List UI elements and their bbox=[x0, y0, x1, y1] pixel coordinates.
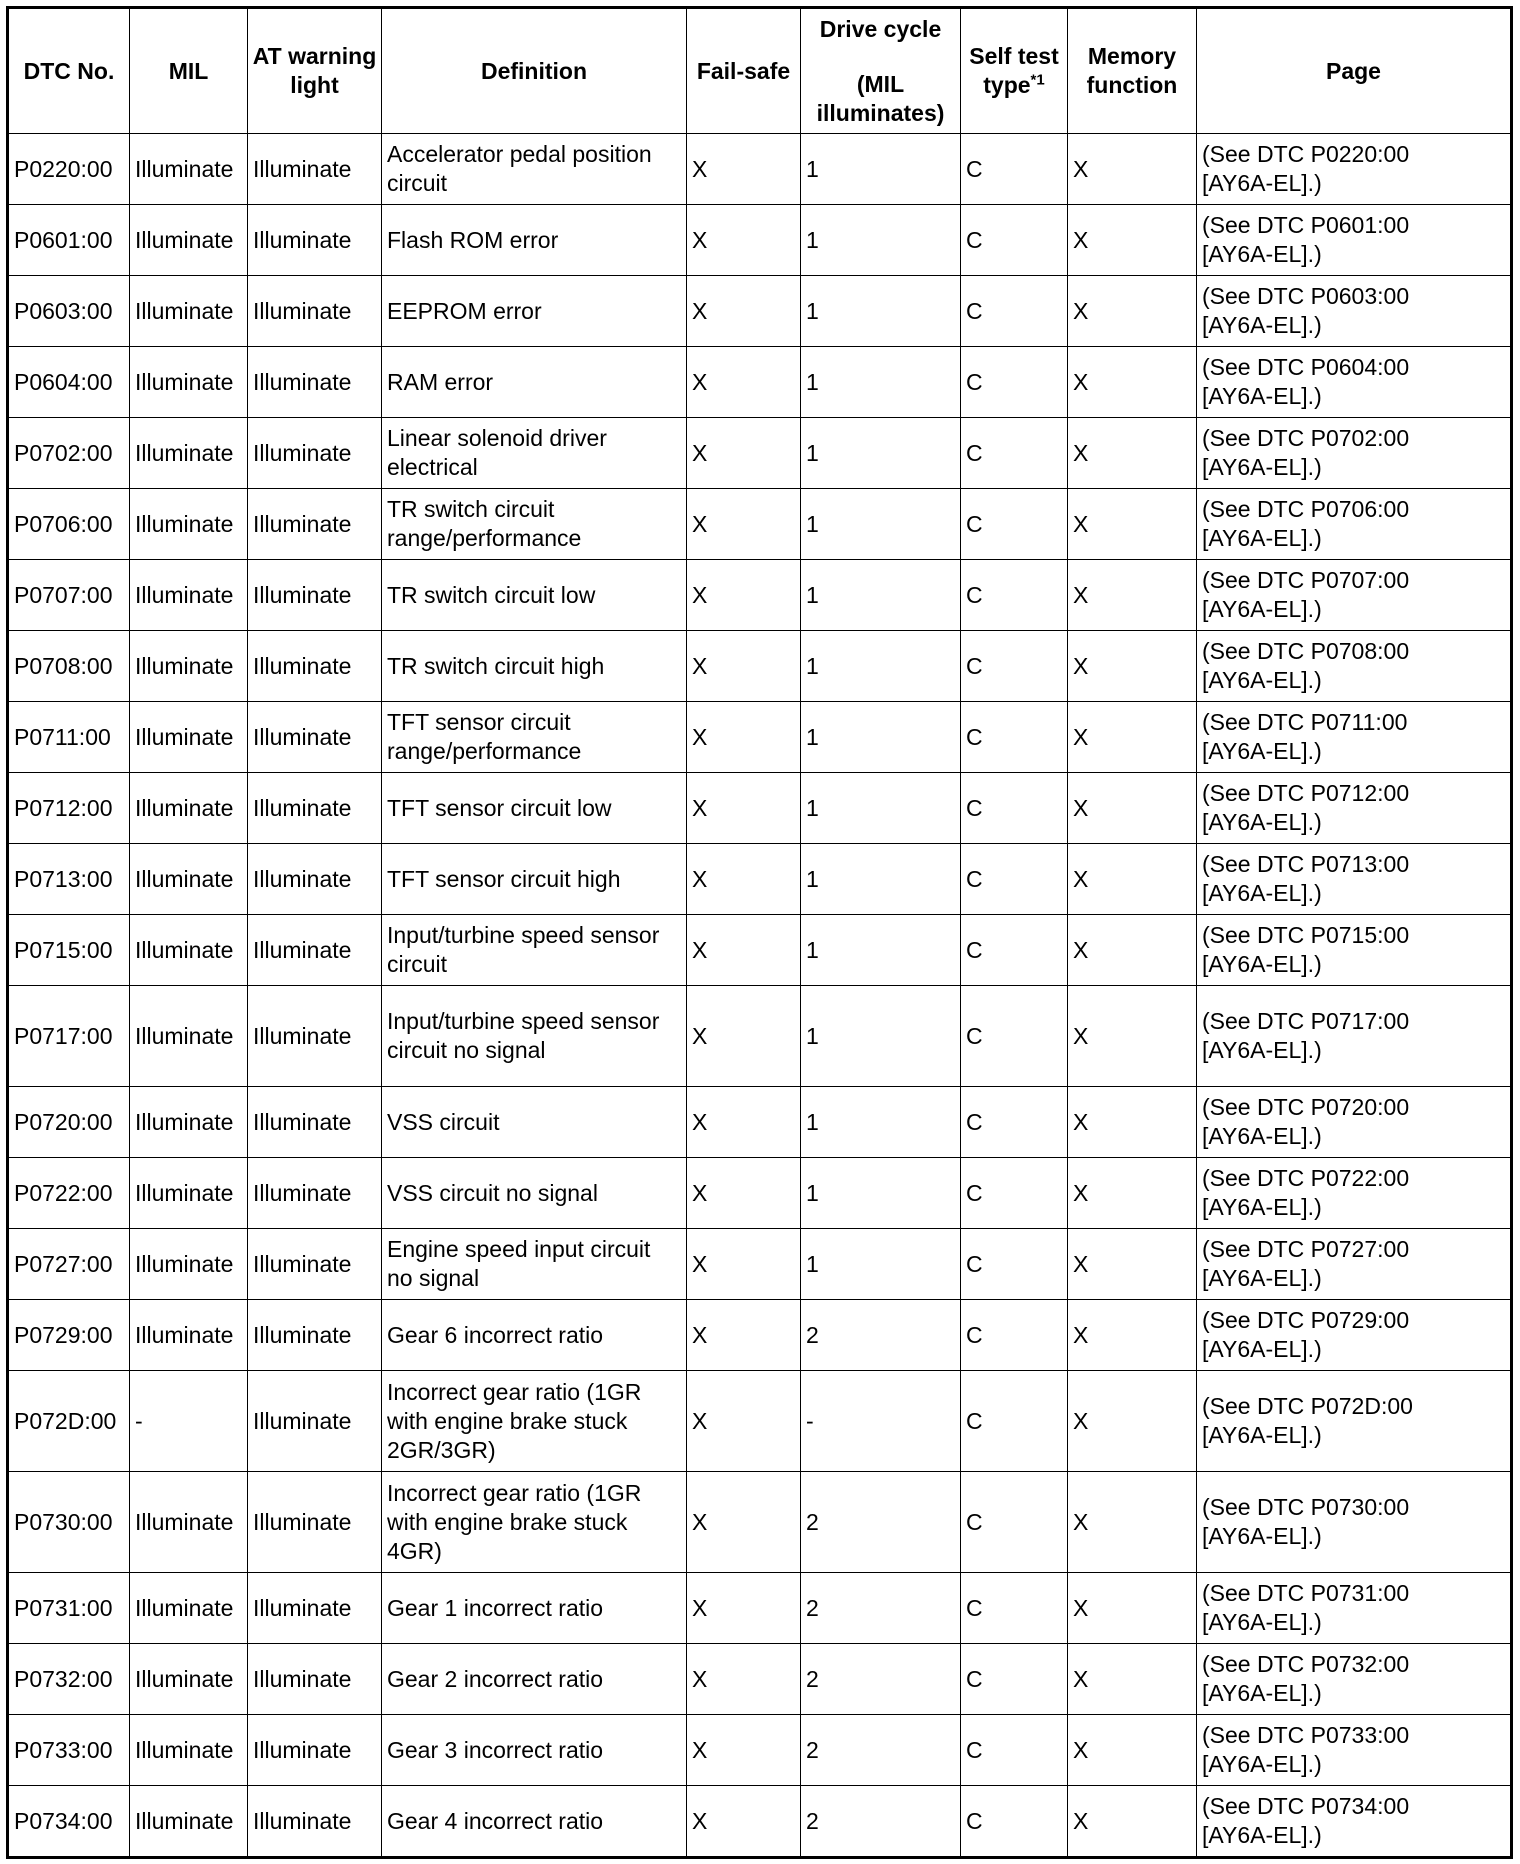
cell-dtc-no: P0711:00 bbox=[8, 702, 130, 773]
page-reference-line2: [AY6A-EL].) bbox=[1202, 1336, 1322, 1362]
cell-at-warning-light: Illuminate bbox=[248, 1715, 382, 1786]
cell-drive-cycle: 2 bbox=[801, 1644, 961, 1715]
cell-dtc-no: P0712:00 bbox=[8, 773, 130, 844]
dtc-table bbox=[6, 6, 1513, 1859]
cell-drive-cycle: 1 bbox=[801, 560, 961, 631]
cell-memory-function: X bbox=[1068, 1715, 1197, 1786]
cell-definition: Gear 3 incorrect ratio bbox=[382, 1715, 687, 1786]
cell-fail-safe: X bbox=[687, 631, 801, 702]
cell-memory-function: X bbox=[1068, 1786, 1197, 1858]
table-row bbox=[8, 1371, 1512, 1472]
cell-memory-function: X bbox=[1068, 1300, 1197, 1371]
cell-fail-safe: X bbox=[687, 205, 801, 276]
cell-dtc-no: P0220:00 bbox=[8, 134, 130, 205]
cell-dtc-no: P0730:00 bbox=[8, 1472, 130, 1573]
cell-dtc-no: P0729:00 bbox=[8, 1300, 130, 1371]
header-self-test-label: Self test type bbox=[969, 43, 1059, 98]
cell-page-reference bbox=[1197, 915, 1512, 986]
cell-fail-safe: X bbox=[687, 1300, 801, 1371]
cell-at-warning-light: Illuminate bbox=[248, 986, 382, 1087]
page-reference-line1: (See DTC P0732:00 bbox=[1202, 1651, 1410, 1677]
cell-at-warning-light: Illuminate bbox=[248, 1472, 382, 1573]
cell-page-reference bbox=[1197, 1300, 1512, 1371]
cell-self-test-type: C bbox=[961, 986, 1068, 1087]
cell-mil: - bbox=[130, 1371, 248, 1472]
table-row bbox=[8, 1786, 1512, 1858]
page-reference-line2: [AY6A-EL].) bbox=[1202, 1123, 1322, 1149]
cell-memory-function: X bbox=[1068, 1644, 1197, 1715]
cell-drive-cycle: 1 bbox=[801, 1229, 961, 1300]
cell-memory-function: X bbox=[1068, 844, 1197, 915]
header-self-test-footnote: *1 bbox=[1030, 71, 1045, 89]
cell-self-test-type: C bbox=[961, 1087, 1068, 1158]
cell-memory-function: X bbox=[1068, 1472, 1197, 1573]
cell-mil: Illuminate bbox=[130, 418, 248, 489]
cell-fail-safe: X bbox=[687, 347, 801, 418]
cell-drive-cycle: 2 bbox=[801, 1472, 961, 1573]
cell-memory-function: X bbox=[1068, 134, 1197, 205]
cell-drive-cycle: 2 bbox=[801, 1715, 961, 1786]
page-reference-line1: (See DTC P0708:00 bbox=[1202, 638, 1410, 664]
cell-drive-cycle: 2 bbox=[801, 1573, 961, 1644]
cell-mil: Illuminate bbox=[130, 915, 248, 986]
header-at-warning-light: AT warning light bbox=[248, 8, 382, 134]
cell-page-reference bbox=[1197, 347, 1512, 418]
cell-self-test-type: C bbox=[961, 1644, 1068, 1715]
header-drive-cycle-spacer bbox=[804, 44, 957, 70]
cell-dtc-no: P0702:00 bbox=[8, 418, 130, 489]
cell-drive-cycle: 1 bbox=[801, 205, 961, 276]
header-memory-function: Memory function bbox=[1068, 8, 1197, 134]
header-definition: Definition bbox=[382, 8, 687, 134]
table-row bbox=[8, 1158, 1512, 1229]
page-reference-line1: (See DTC P0603:00 bbox=[1202, 283, 1410, 309]
cell-memory-function: X bbox=[1068, 631, 1197, 702]
cell-dtc-no: P0601:00 bbox=[8, 205, 130, 276]
cell-self-test-type: C bbox=[961, 631, 1068, 702]
cell-self-test-type: C bbox=[961, 915, 1068, 986]
cell-at-warning-light: Illuminate bbox=[248, 1158, 382, 1229]
cell-definition: VSS circuit bbox=[382, 1087, 687, 1158]
cell-memory-function: X bbox=[1068, 1573, 1197, 1644]
cell-at-warning-light: Illuminate bbox=[248, 1087, 382, 1158]
cell-definition: Incorrect gear ratio (1GR with engine brake stuck 4GR) bbox=[382, 1472, 687, 1573]
table-row bbox=[8, 844, 1512, 915]
cell-definition: TR switch circuit range/performance bbox=[382, 489, 687, 560]
cell-memory-function: X bbox=[1068, 347, 1197, 418]
page-reference-line1: (See DTC P072D:00 bbox=[1202, 1393, 1413, 1419]
table-row bbox=[8, 1229, 1512, 1300]
cell-fail-safe: X bbox=[687, 418, 801, 489]
cell-at-warning-light: Illuminate bbox=[248, 915, 382, 986]
page-reference-line1: (See DTC P0730:00 bbox=[1202, 1494, 1410, 1520]
cell-fail-safe: X bbox=[687, 702, 801, 773]
cell-memory-function: X bbox=[1068, 986, 1197, 1087]
header-mil: MIL bbox=[130, 8, 248, 134]
header-page: Page bbox=[1197, 8, 1512, 134]
cell-mil: Illuminate bbox=[130, 844, 248, 915]
cell-page-reference bbox=[1197, 1158, 1512, 1229]
table-row bbox=[8, 1300, 1512, 1371]
page-reference-line2: [AY6A-EL].) bbox=[1202, 170, 1322, 196]
cell-definition: Flash ROM error bbox=[382, 205, 687, 276]
cell-at-warning-light: Illuminate bbox=[248, 773, 382, 844]
cell-mil: Illuminate bbox=[130, 1087, 248, 1158]
table-row bbox=[8, 986, 1512, 1087]
page-reference-line1: (See DTC P0715:00 bbox=[1202, 922, 1410, 948]
cell-at-warning-light: Illuminate bbox=[248, 276, 382, 347]
page-reference-line1: (See DTC P0711:00 bbox=[1202, 709, 1408, 735]
cell-fail-safe: X bbox=[687, 844, 801, 915]
page-reference-line2: [AY6A-EL].) bbox=[1202, 596, 1322, 622]
cell-definition: TR switch circuit low bbox=[382, 560, 687, 631]
table-row bbox=[8, 489, 1512, 560]
page-reference-line1: (See DTC P0734:00 bbox=[1202, 1793, 1410, 1819]
cell-self-test-type: C bbox=[961, 1786, 1068, 1858]
cell-self-test-type: C bbox=[961, 1472, 1068, 1573]
cell-memory-function: X bbox=[1068, 1371, 1197, 1472]
table-row bbox=[8, 702, 1512, 773]
cell-definition: Accelerator pedal position circuit bbox=[382, 134, 687, 205]
cell-mil: Illuminate bbox=[130, 276, 248, 347]
cell-definition: EEPROM error bbox=[382, 276, 687, 347]
page-reference-line1: (See DTC P0720:00 bbox=[1202, 1094, 1410, 1120]
cell-drive-cycle: 1 bbox=[801, 1087, 961, 1158]
cell-page-reference bbox=[1197, 1573, 1512, 1644]
cell-page-reference bbox=[1197, 1229, 1512, 1300]
cell-at-warning-light: Illuminate bbox=[248, 205, 382, 276]
cell-definition: TFT sensor circuit low bbox=[382, 773, 687, 844]
cell-memory-function: X bbox=[1068, 702, 1197, 773]
cell-dtc-no: P0727:00 bbox=[8, 1229, 130, 1300]
cell-mil: Illuminate bbox=[130, 489, 248, 560]
table-row bbox=[8, 915, 1512, 986]
cell-mil: Illuminate bbox=[130, 1786, 248, 1858]
table-row bbox=[8, 134, 1512, 205]
cell-self-test-type: C bbox=[961, 560, 1068, 631]
cell-drive-cycle: 1 bbox=[801, 915, 961, 986]
cell-fail-safe: X bbox=[687, 1573, 801, 1644]
cell-dtc-no: P0603:00 bbox=[8, 276, 130, 347]
cell-at-warning-light: Illuminate bbox=[248, 1371, 382, 1472]
cell-memory-function: X bbox=[1068, 276, 1197, 347]
cell-memory-function: X bbox=[1068, 560, 1197, 631]
cell-drive-cycle: 1 bbox=[801, 702, 961, 773]
cell-drive-cycle: 1 bbox=[801, 489, 961, 560]
page-reference-line2: [AY6A-EL].) bbox=[1202, 1751, 1322, 1777]
table-row bbox=[8, 276, 1512, 347]
header-fail-safe: Fail-safe bbox=[687, 8, 801, 134]
cell-page-reference bbox=[1197, 986, 1512, 1087]
cell-fail-safe: X bbox=[687, 1087, 801, 1158]
cell-dtc-no: P0717:00 bbox=[8, 986, 130, 1087]
cell-self-test-type: C bbox=[961, 489, 1068, 560]
cell-mil: Illuminate bbox=[130, 1573, 248, 1644]
cell-memory-function: X bbox=[1068, 915, 1197, 986]
cell-drive-cycle: - bbox=[801, 1371, 961, 1472]
cell-at-warning-light: Illuminate bbox=[248, 1300, 382, 1371]
cell-memory-function: X bbox=[1068, 1158, 1197, 1229]
cell-page-reference bbox=[1197, 773, 1512, 844]
cell-at-warning-light: Illuminate bbox=[248, 631, 382, 702]
page-reference-line1: (See DTC P0601:00 bbox=[1202, 212, 1410, 238]
cell-fail-safe: X bbox=[687, 915, 801, 986]
cell-definition: VSS circuit no signal bbox=[382, 1158, 687, 1229]
cell-definition: Engine speed input circuit no signal bbox=[382, 1229, 687, 1300]
cell-dtc-no: P0722:00 bbox=[8, 1158, 130, 1229]
cell-fail-safe: X bbox=[687, 1644, 801, 1715]
cell-self-test-type: C bbox=[961, 347, 1068, 418]
cell-self-test-type: C bbox=[961, 205, 1068, 276]
cell-mil: Illuminate bbox=[130, 1715, 248, 1786]
cell-page-reference bbox=[1197, 1786, 1512, 1858]
cell-definition: Gear 4 incorrect ratio bbox=[382, 1786, 687, 1858]
cell-at-warning-light: Illuminate bbox=[248, 1786, 382, 1858]
page-reference-line2: [AY6A-EL].) bbox=[1202, 809, 1322, 835]
table-row bbox=[8, 1087, 1512, 1158]
cell-definition: TFT sensor circuit range/performance bbox=[382, 702, 687, 773]
cell-self-test-type: C bbox=[961, 844, 1068, 915]
table-row bbox=[8, 347, 1512, 418]
cell-self-test-type: C bbox=[961, 418, 1068, 489]
cell-dtc-no: P0715:00 bbox=[8, 915, 130, 986]
cell-self-test-type: C bbox=[961, 1300, 1068, 1371]
cell-fail-safe: X bbox=[687, 560, 801, 631]
page-reference-line2: [AY6A-EL].) bbox=[1202, 1822, 1322, 1848]
cell-mil: Illuminate bbox=[130, 205, 248, 276]
cell-definition: Gear 1 incorrect ratio bbox=[382, 1573, 687, 1644]
cell-self-test-type: C bbox=[961, 1371, 1068, 1472]
table-row bbox=[8, 773, 1512, 844]
cell-dtc-no: P0707:00 bbox=[8, 560, 130, 631]
header-drive-cycle bbox=[801, 8, 961, 134]
table-row bbox=[8, 1715, 1512, 1786]
page-reference-line1: (See DTC P0733:00 bbox=[1202, 1722, 1410, 1748]
cell-dtc-no: P0733:00 bbox=[8, 1715, 130, 1786]
cell-page-reference bbox=[1197, 418, 1512, 489]
cell-dtc-no: P0604:00 bbox=[8, 347, 130, 418]
cell-mil: Illuminate bbox=[130, 560, 248, 631]
cell-drive-cycle: 2 bbox=[801, 1300, 961, 1371]
cell-at-warning-light: Illuminate bbox=[248, 347, 382, 418]
page-reference-line2: [AY6A-EL].) bbox=[1202, 454, 1322, 480]
table-header-row bbox=[8, 8, 1512, 134]
cell-mil: Illuminate bbox=[130, 986, 248, 1087]
cell-dtc-no: P0734:00 bbox=[8, 1786, 130, 1858]
cell-page-reference bbox=[1197, 276, 1512, 347]
dtc-table-body bbox=[8, 134, 1512, 1858]
page-reference-line1: (See DTC P0706:00 bbox=[1202, 496, 1410, 522]
cell-drive-cycle: 1 bbox=[801, 418, 961, 489]
page-reference-line1: (See DTC P0727:00 bbox=[1202, 1236, 1410, 1262]
page-reference-line2: [AY6A-EL].) bbox=[1202, 1680, 1322, 1706]
cell-fail-safe: X bbox=[687, 1786, 801, 1858]
cell-self-test-type: C bbox=[961, 773, 1068, 844]
page-reference-line2: [AY6A-EL].) bbox=[1202, 880, 1322, 906]
cell-mil: Illuminate bbox=[130, 1229, 248, 1300]
cell-at-warning-light: Illuminate bbox=[248, 1573, 382, 1644]
cell-mil: Illuminate bbox=[130, 347, 248, 418]
cell-page-reference bbox=[1197, 1371, 1512, 1472]
cell-drive-cycle: 1 bbox=[801, 844, 961, 915]
cell-mil: Illuminate bbox=[130, 631, 248, 702]
cell-fail-safe: X bbox=[687, 1715, 801, 1786]
cell-page-reference bbox=[1197, 205, 1512, 276]
page-reference-line1: (See DTC P0731:00 bbox=[1202, 1580, 1410, 1606]
page-reference-line2: [AY6A-EL].) bbox=[1202, 383, 1322, 409]
table-row bbox=[8, 205, 1512, 276]
cell-self-test-type: C bbox=[961, 1715, 1068, 1786]
cell-drive-cycle: 1 bbox=[801, 347, 961, 418]
page-reference-line2: [AY6A-EL].) bbox=[1202, 1523, 1322, 1549]
cell-self-test-type: C bbox=[961, 1158, 1068, 1229]
cell-page-reference bbox=[1197, 844, 1512, 915]
cell-self-test-type: C bbox=[961, 702, 1068, 773]
cell-fail-safe: X bbox=[687, 489, 801, 560]
cell-memory-function: X bbox=[1068, 418, 1197, 489]
table-row bbox=[8, 560, 1512, 631]
cell-fail-safe: X bbox=[687, 134, 801, 205]
page-reference-line2: [AY6A-EL].) bbox=[1202, 1194, 1322, 1220]
page-reference-line1: (See DTC P0220:00 bbox=[1202, 141, 1410, 167]
cell-fail-safe: X bbox=[687, 986, 801, 1087]
cell-dtc-no: P072D:00 bbox=[8, 1371, 130, 1472]
table-row bbox=[8, 1573, 1512, 1644]
cell-drive-cycle: 1 bbox=[801, 773, 961, 844]
cell-page-reference bbox=[1197, 1644, 1512, 1715]
cell-memory-function: X bbox=[1068, 489, 1197, 560]
cell-page-reference bbox=[1197, 631, 1512, 702]
cell-page-reference bbox=[1197, 489, 1512, 560]
cell-mil: Illuminate bbox=[130, 702, 248, 773]
cell-mil: Illuminate bbox=[130, 1158, 248, 1229]
cell-memory-function: X bbox=[1068, 1229, 1197, 1300]
table-row bbox=[8, 1472, 1512, 1573]
cell-at-warning-light: Illuminate bbox=[248, 418, 382, 489]
page-reference-line2: [AY6A-EL].) bbox=[1202, 951, 1322, 977]
cell-drive-cycle: 1 bbox=[801, 1158, 961, 1229]
cell-page-reference bbox=[1197, 134, 1512, 205]
cell-at-warning-light: Illuminate bbox=[248, 1644, 382, 1715]
cell-page-reference bbox=[1197, 1715, 1512, 1786]
cell-dtc-no: P0732:00 bbox=[8, 1644, 130, 1715]
cell-memory-function: X bbox=[1068, 773, 1197, 844]
page-reference-line2: [AY6A-EL].) bbox=[1202, 312, 1322, 338]
page-reference-line1: (See DTC P0717:00 bbox=[1202, 1008, 1410, 1034]
page-reference-line1: (See DTC P0729:00 bbox=[1202, 1307, 1410, 1333]
cell-self-test-type: C bbox=[961, 276, 1068, 347]
cell-dtc-no: P0708:00 bbox=[8, 631, 130, 702]
page-reference-line2: [AY6A-EL].) bbox=[1202, 525, 1322, 551]
page-reference-line1: (See DTC P0722:00 bbox=[1202, 1165, 1410, 1191]
table-row bbox=[8, 418, 1512, 489]
header-drive-cycle-note: (MIL illuminates) bbox=[816, 70, 945, 126]
cell-at-warning-light: Illuminate bbox=[248, 1229, 382, 1300]
cell-mil: Illuminate bbox=[130, 1472, 248, 1573]
cell-drive-cycle: 2 bbox=[801, 1786, 961, 1858]
cell-fail-safe: X bbox=[687, 1472, 801, 1573]
dtc-table-sheet bbox=[6, 6, 1510, 1859]
cell-definition: TFT sensor circuit high bbox=[382, 844, 687, 915]
cell-page-reference bbox=[1197, 1087, 1512, 1158]
table-row bbox=[8, 631, 1512, 702]
cell-definition: Input/turbine speed sensor circuit bbox=[382, 915, 687, 986]
header-drive-cycle-title: Drive cycle bbox=[819, 15, 942, 42]
cell-definition: TR switch circuit high bbox=[382, 631, 687, 702]
cell-definition: Gear 6 incorrect ratio bbox=[382, 1300, 687, 1371]
cell-dtc-no: P0706:00 bbox=[8, 489, 130, 560]
header-dtc-no: DTC No. bbox=[8, 8, 130, 134]
cell-at-warning-light: Illuminate bbox=[248, 560, 382, 631]
cell-self-test-type: C bbox=[961, 1229, 1068, 1300]
cell-memory-function: X bbox=[1068, 205, 1197, 276]
cell-drive-cycle: 1 bbox=[801, 631, 961, 702]
table-row bbox=[8, 1644, 1512, 1715]
page-reference-line2: [AY6A-EL].) bbox=[1202, 1265, 1322, 1291]
cell-memory-function: X bbox=[1068, 1087, 1197, 1158]
page-reference-line1: (See DTC P0707:00 bbox=[1202, 567, 1410, 593]
cell-self-test-type: C bbox=[961, 134, 1068, 205]
cell-mil: Illuminate bbox=[130, 1644, 248, 1715]
cell-page-reference bbox=[1197, 702, 1512, 773]
cell-drive-cycle: 1 bbox=[801, 134, 961, 205]
page-reference-line1: (See DTC P0604:00 bbox=[1202, 354, 1410, 380]
page-reference-line2: [AY6A-EL].) bbox=[1202, 738, 1322, 764]
cell-definition: Linear solenoid driver electrical bbox=[382, 418, 687, 489]
cell-dtc-no: P0720:00 bbox=[8, 1087, 130, 1158]
page-reference-line2: [AY6A-EL].) bbox=[1202, 241, 1322, 267]
cell-mil: Illuminate bbox=[130, 773, 248, 844]
cell-at-warning-light: Illuminate bbox=[248, 134, 382, 205]
cell-dtc-no: P0731:00 bbox=[8, 1573, 130, 1644]
cell-definition: Input/turbine speed sensor circuit no signal bbox=[382, 986, 687, 1087]
page-reference-line2: [AY6A-EL].) bbox=[1202, 1609, 1322, 1635]
cell-page-reference bbox=[1197, 1472, 1512, 1573]
cell-page-reference bbox=[1197, 560, 1512, 631]
page-reference-line2: [AY6A-EL].) bbox=[1202, 1422, 1322, 1448]
page-reference-line1: (See DTC P0702:00 bbox=[1202, 425, 1410, 451]
cell-fail-safe: X bbox=[687, 1371, 801, 1472]
cell-self-test-type: C bbox=[961, 1573, 1068, 1644]
page-reference-line2: [AY6A-EL].) bbox=[1202, 1037, 1322, 1063]
cell-fail-safe: X bbox=[687, 773, 801, 844]
page-reference-line1: (See DTC P0713:00 bbox=[1202, 851, 1410, 877]
page-reference-line1: (See DTC P0712:00 bbox=[1202, 780, 1410, 806]
cell-dtc-no: P0713:00 bbox=[8, 844, 130, 915]
header-self-test-type bbox=[961, 8, 1068, 134]
cell-drive-cycle: 1 bbox=[801, 276, 961, 347]
cell-definition: RAM error bbox=[382, 347, 687, 418]
cell-fail-safe: X bbox=[687, 1229, 801, 1300]
page-reference-line2: [AY6A-EL].) bbox=[1202, 667, 1322, 693]
cell-definition: Incorrect gear ratio (1GR with engine brake stuck 2GR/3GR) bbox=[382, 1371, 687, 1472]
cell-fail-safe: X bbox=[687, 1158, 801, 1229]
cell-drive-cycle: 1 bbox=[801, 986, 961, 1087]
cell-definition: Gear 2 incorrect ratio bbox=[382, 1644, 687, 1715]
cell-mil: Illuminate bbox=[130, 1300, 248, 1371]
cell-at-warning-light: Illuminate bbox=[248, 844, 382, 915]
cell-fail-safe: X bbox=[687, 276, 801, 347]
cell-mil: Illuminate bbox=[130, 134, 248, 205]
cell-at-warning-light: Illuminate bbox=[248, 702, 382, 773]
cell-at-warning-light: Illuminate bbox=[248, 489, 382, 560]
